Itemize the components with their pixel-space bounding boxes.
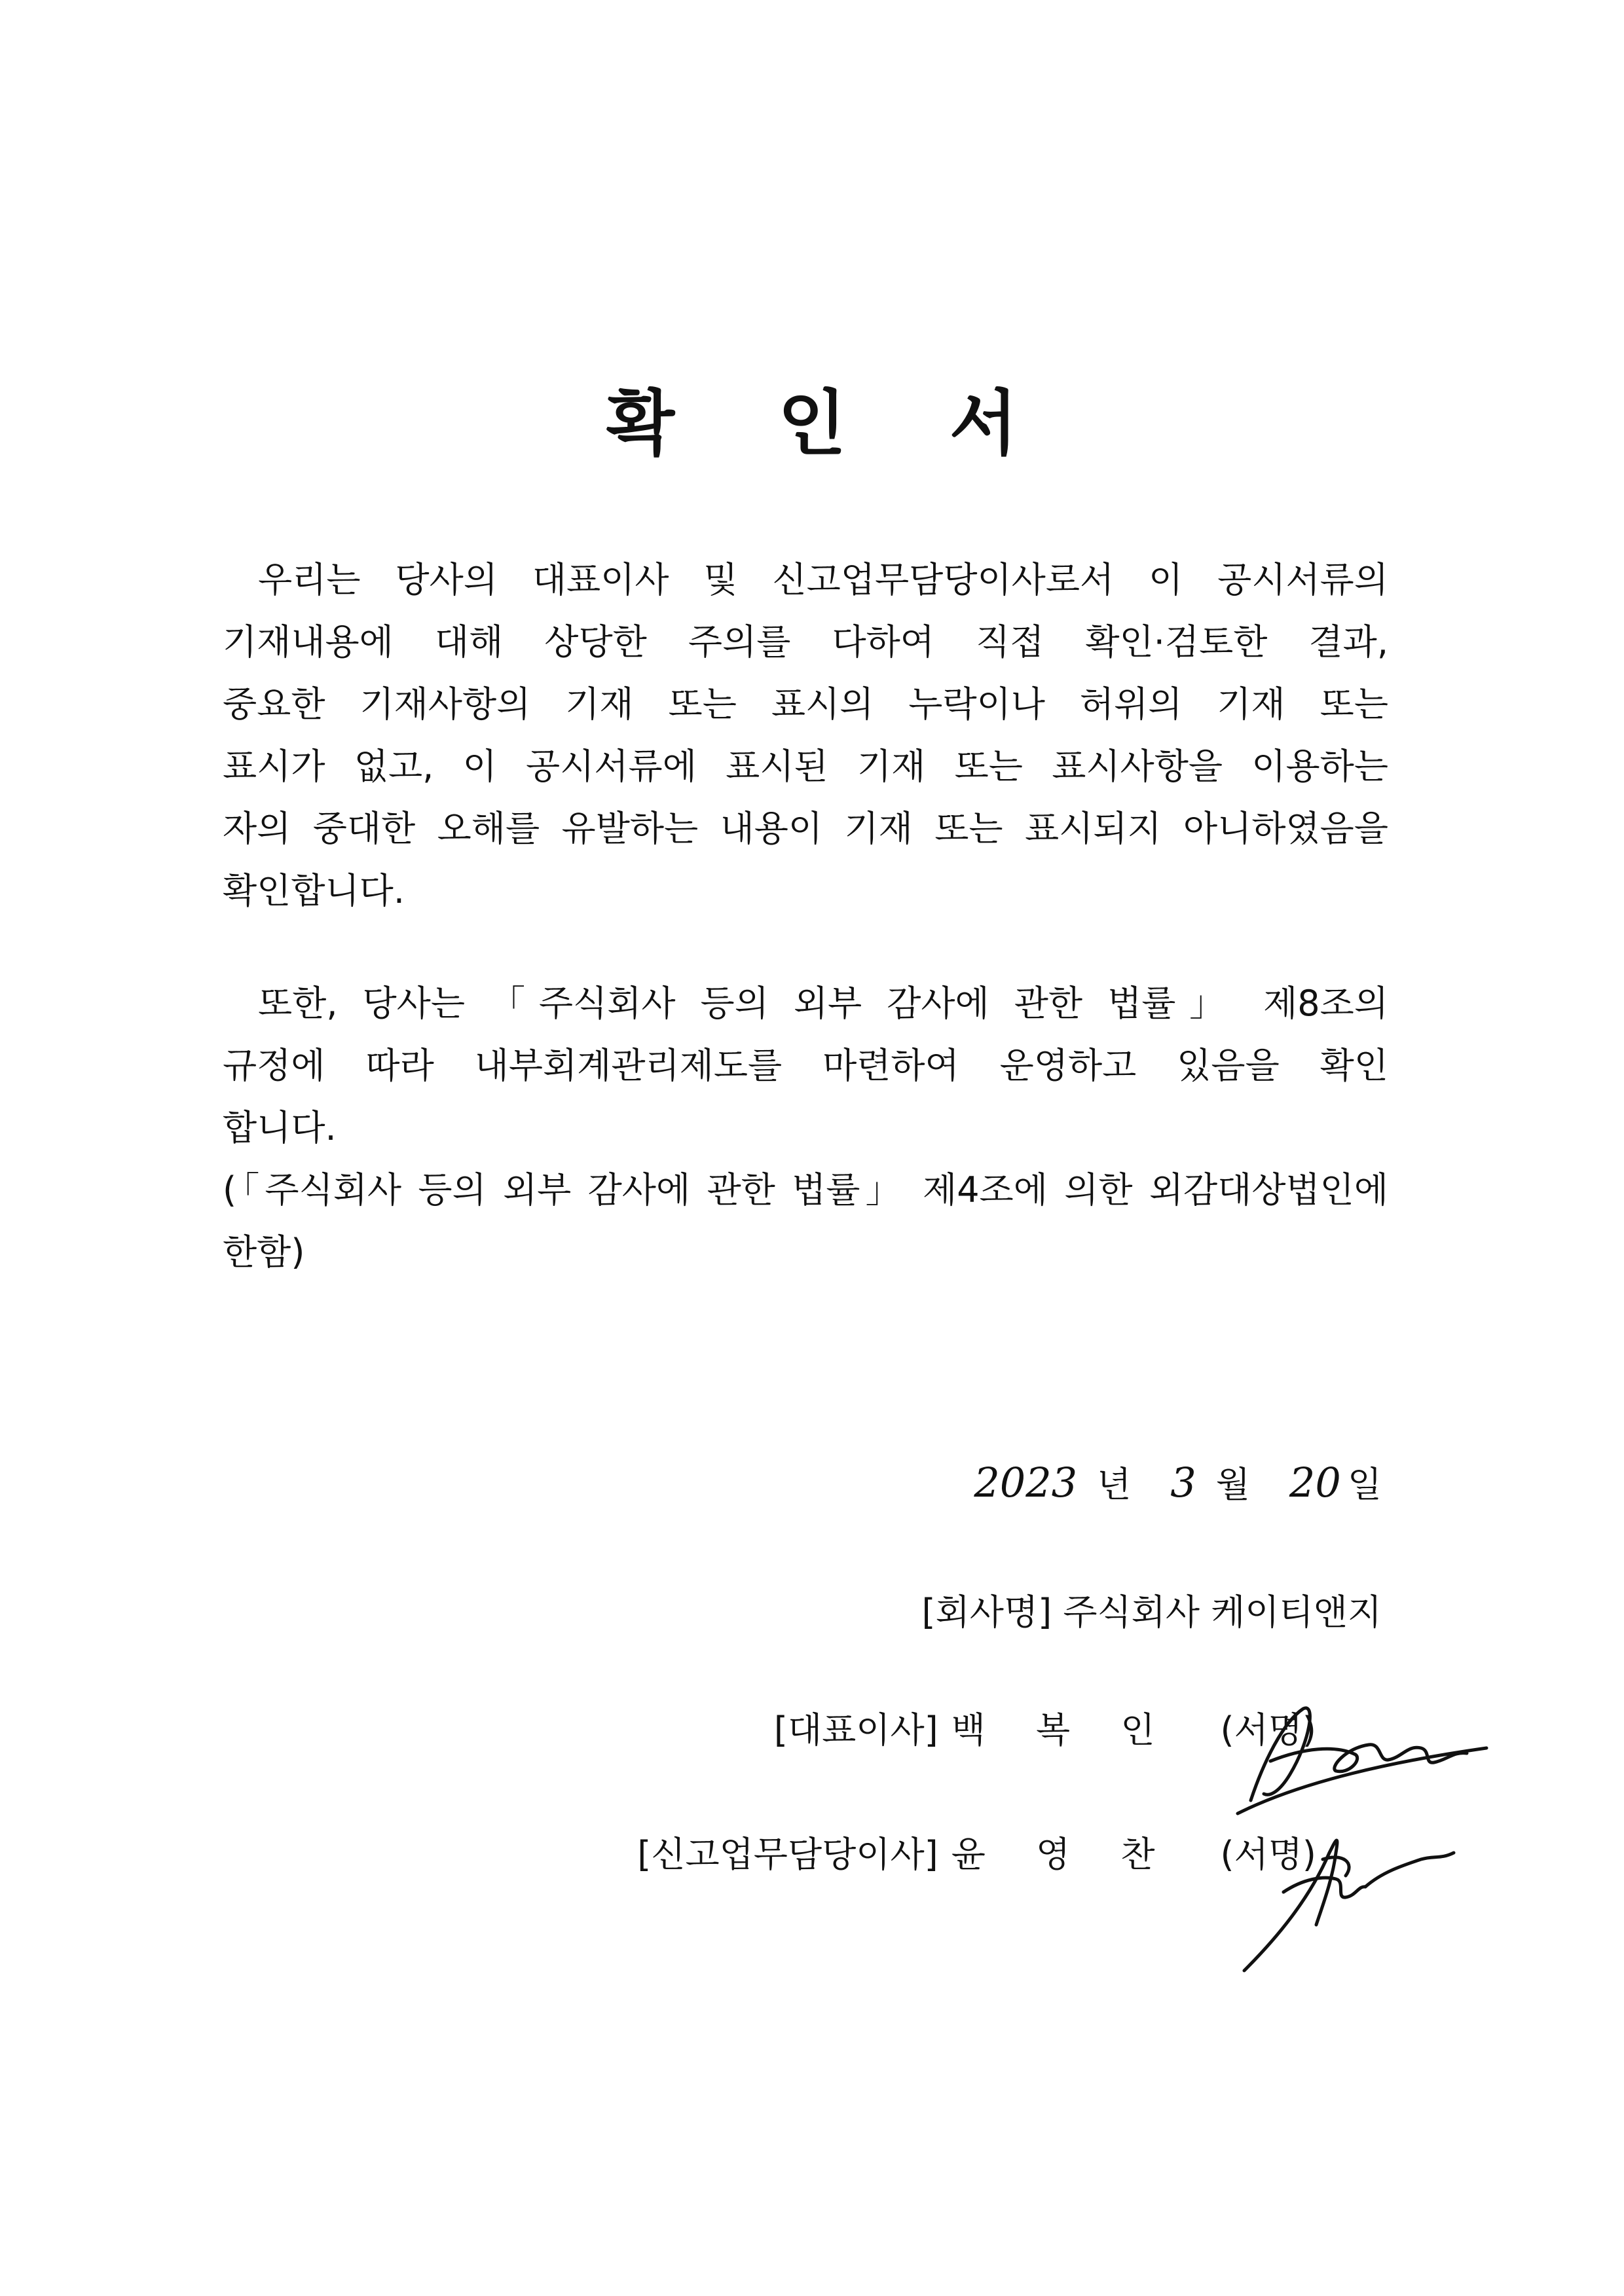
paragraph-line: 자의 중대한 오해를 유발하는 내용이 기재 또는 표시되지 아니하였음을 xyxy=(223,808,1388,849)
paragraph-line: 중요한 기재사항의 기재 또는 표시의 누락이나 허위의 기재 또는 xyxy=(223,683,1388,725)
officer-signature-row xyxy=(637,1827,1316,1877)
paragraph-line: (「주식회사 등의 외부 감사에 관한 법률」 제4조에 의한 외감대상법인에 xyxy=(223,1169,1388,1211)
company-name-row xyxy=(922,1584,1382,1635)
date-month: 3 xyxy=(1170,1459,1196,1506)
ceo-handwritten-signature xyxy=(1225,1683,1500,1827)
paragraph-line: 한함) xyxy=(223,1231,305,1273)
paragraph-line: 확인합니다. xyxy=(223,870,405,911)
ceo-label: [대표이사] xyxy=(773,1709,938,1751)
date-day: 20 xyxy=(1289,1459,1341,1506)
paragraph-line: 우리는 당사의 대표이사 및 신고업무담당이사로서 이 공시서류의 xyxy=(258,559,1388,600)
officer-handwritten-signature xyxy=(1225,1813,1473,1984)
paragraph-line: 기재내용에 대해 상당한 주의를 다하여 직접 확인·검토한 결과, xyxy=(223,621,1388,663)
officer-label: [신고업무담당이사] xyxy=(637,1834,938,1875)
date-month-unit: 월 xyxy=(1215,1464,1250,1505)
paragraph-line: 또한, 당사는 「주식회사 등의 외부 감사에 관한 법률」 제8조의 xyxy=(258,983,1388,1024)
ceo-seal-text: (서명) xyxy=(1220,1709,1316,1751)
paragraph-line: 합니다. xyxy=(223,1107,337,1148)
date-year: 2023 xyxy=(974,1459,1078,1506)
signing-date xyxy=(974,1457,1382,1507)
date-day-unit: 일 xyxy=(1347,1464,1382,1505)
ceo-name: 백 복 인 xyxy=(951,1709,1175,1751)
confirmation-paragraph xyxy=(223,549,1388,922)
company-name: 주식회사 케이티앤지 xyxy=(1063,1592,1382,1633)
date-year-unit: 년 xyxy=(1097,1464,1132,1505)
officer-name: 윤 영 찬 xyxy=(951,1834,1175,1875)
company-label: [회사명] xyxy=(921,1592,1052,1633)
internal-control-paragraph xyxy=(223,972,1388,1283)
paragraph-line: 표시가 없고, 이 공시서류에 표시된 기재 또는 표시사항을 이용하는 xyxy=(223,746,1388,787)
document-title: 확 인 서 xyxy=(606,383,1058,465)
officer-seal-text: (서명) xyxy=(1220,1834,1316,1875)
paragraph-line: 규정에 따라 내부회계관리제도를 마련하여 운영하고 있음을 확인 xyxy=(223,1045,1388,1086)
